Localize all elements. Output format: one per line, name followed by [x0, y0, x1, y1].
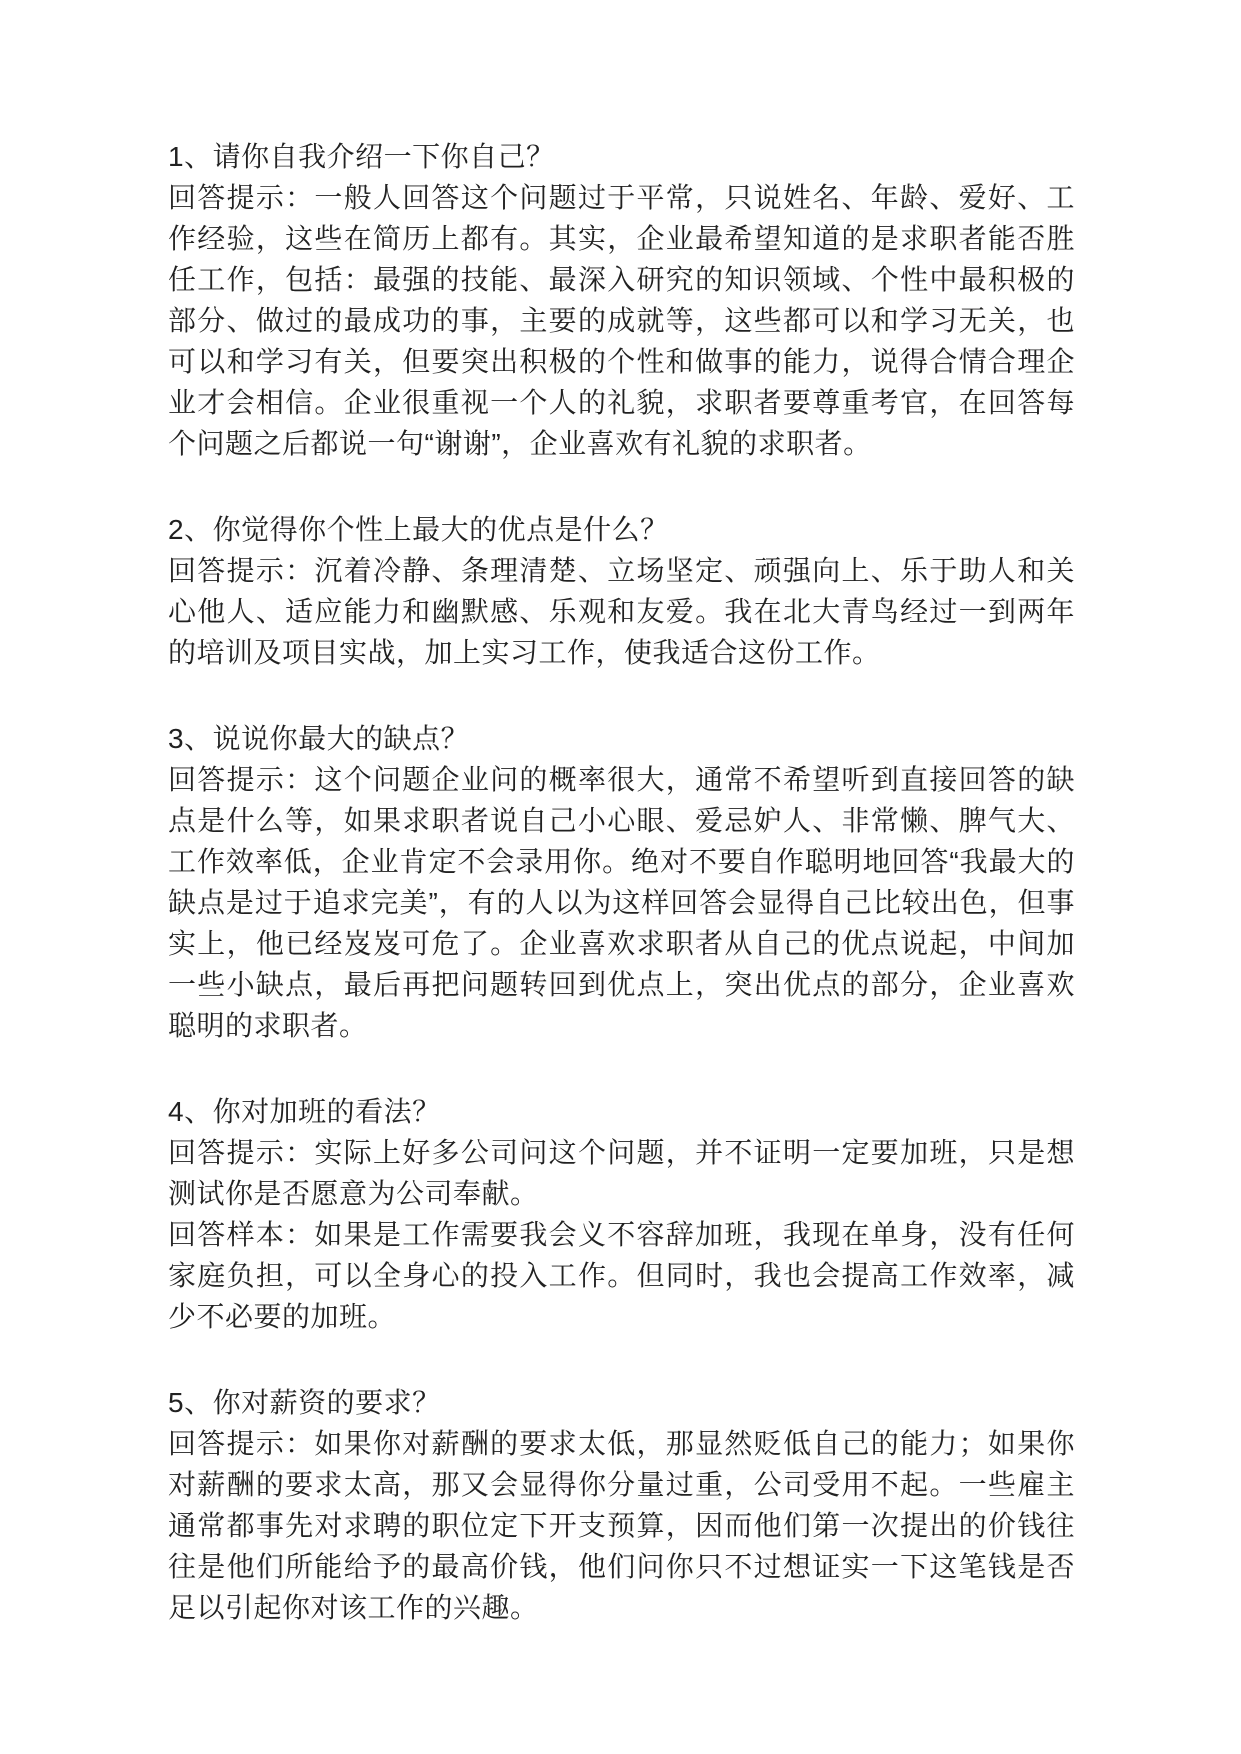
qa-item-5 [168, 1382, 1075, 1628]
qa-item-4 [168, 1091, 1075, 1337]
answer-3-paragraph-1: 回答提示：这个问题企业问的概率很大，通常不希望听到直接回答的缺点是什么等，如果求职者说自己小心眼、爱忌妒人、非常懒、脾气大、工作效率低，企业肯定不会录用你。绝对不要自作聪明地回答“我最大的缺点是过于追求完美”，有的人以为这样回答会显得自己比较出色，但事实上，他已经岌岌可危了。企业喜欢求职者从自己的优点说起，中间加一些小缺点，最后再把问题转回到优点上，突出优点的部分，企业喜欢聪明的求职者。 [168, 764, 1075, 1041]
answer-4-paragraph-1: 回答提示：实际上好多公司问这个问题，并不证明一定要加班，只是想测试你是否愿意为公司奉献。 [168, 1137, 1075, 1209]
qa-item-2 [168, 509, 1075, 673]
question-3: 3、说说你最大的缺点？ [168, 723, 470, 754]
answer-2-paragraph-1: 回答提示：沉着冷静、条理清楚、立场坚定、顽强向上、乐于助人和关心他人、适应能力和幽默感、乐观和友爱。我在北大青鸟经过一到两年的培训及项目实战，加上实习工作，使我适合这份工作。 [168, 555, 1075, 668]
question-5: 5、你对薪资的要求？ [168, 1387, 441, 1418]
answer-4-paragraph-2: 回答样本：如果是工作需要我会义不容辞加班，我现在单身，没有任何家庭负担，可以全身心的投入工作。但同时，我也会提高工作效率，减少不必要的加班。 [168, 1219, 1075, 1332]
answer-5-paragraph-1: 回答提示：如果你对薪酬的要求太低，那显然贬低自己的能力；如果你对薪酬的要求太高，那又会显得你分量过重，公司受用不起。一些雇主通常都事先对求聘的职位定下开支预算，因而他们第一次提出的价钱往往是他们所能给予的最高价钱，他们问你只不过想证实一下这笔钱是否足以引起你对该工作的兴趣。 [168, 1428, 1075, 1623]
qa-item-3 [168, 718, 1075, 1046]
question-1: 1、请你自我介绍一下你自己？ [168, 141, 555, 172]
question-4: 4、你对加班的看法？ [168, 1096, 441, 1127]
question-2: 2、你觉得你个性上最大的优点是什么？ [168, 514, 669, 545]
answer-1-paragraph-1: 回答提示：一般人回答这个问题过于平常，只说姓名、年龄、爱好、工作经验，这些在简历上都有。其实，企业最希望知道的是求职者能否胜任工作，包括：最强的技能、最深入研究的知识领域、个性中最积极的部分、做过的最成功的事，主要的成就等，这些都可以和学习无关，也可以和学习有关，但要突出积极的个性和做事的能力，说得合情合理企业才会相信。企业很重视一个人的礼貌，求职者要尊重考官，在回答每个问题之后都说一句“谢谢”，企业喜欢有礼貌的求职者。 [168, 182, 1075, 459]
qa-item-1 [168, 136, 1075, 464]
